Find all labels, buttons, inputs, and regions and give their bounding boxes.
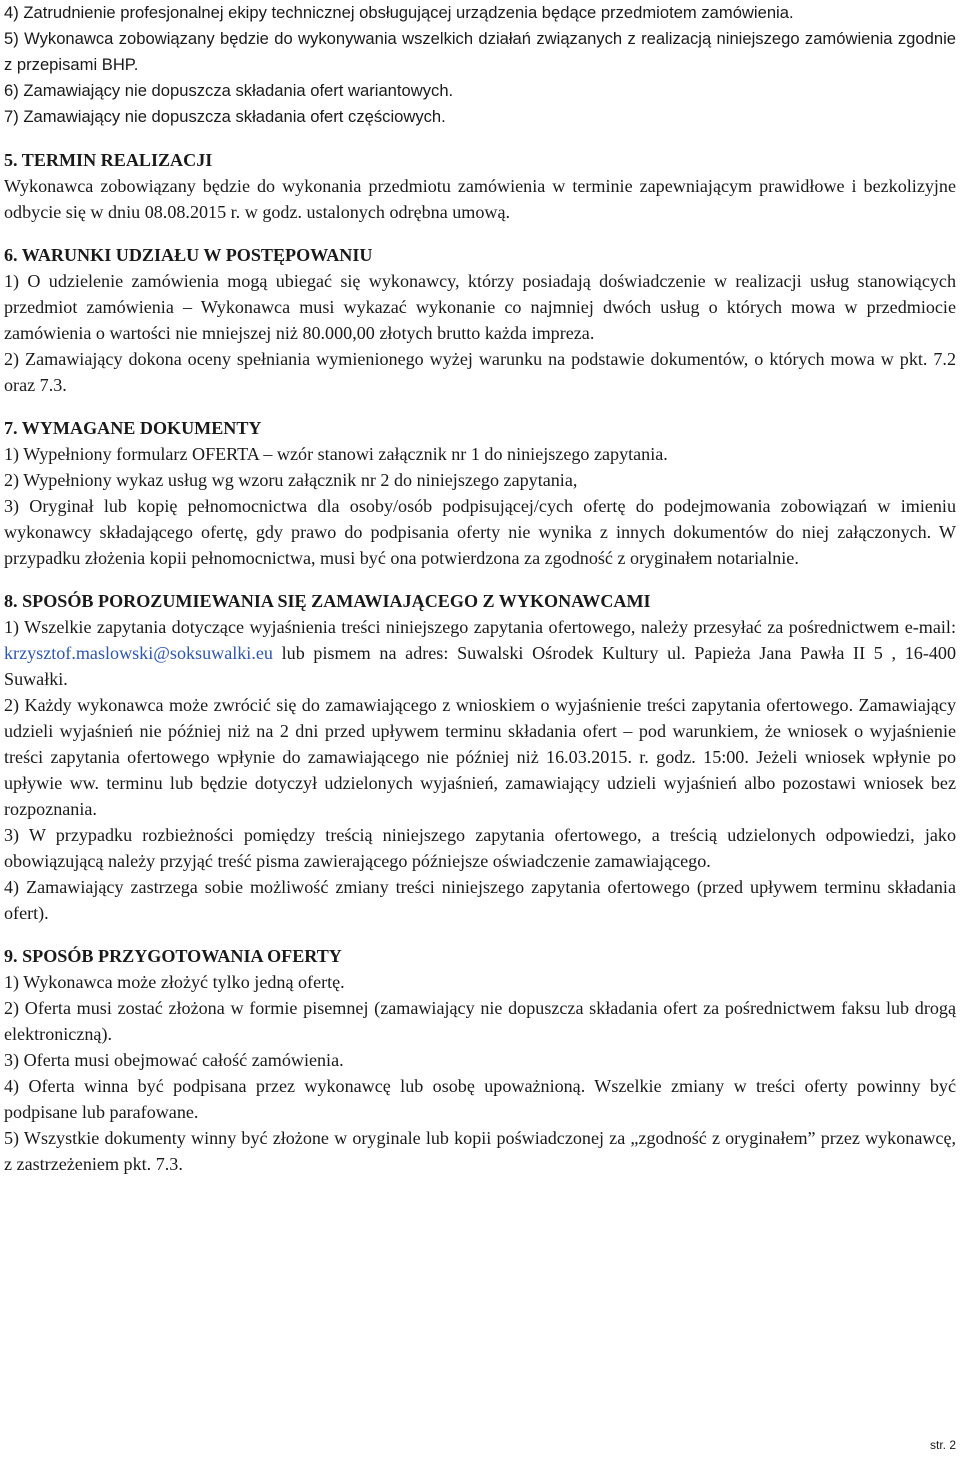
spacer [4, 398, 956, 415]
paragraph-4-6: 6) Zamawiający nie dopuszcza składania ofert wariantowych. [4, 81, 454, 100]
section-8-heading: 8. SPOSÓB POROZUMIEWANIA SIĘ ZAMAWIAJĄCEGO Z WYKONAWCAMI [4, 591, 651, 611]
paragraph-8-3: 3) W przypadku rozbieżności pomiędzy treścią niniejszego zapytania ofertowego, a treścią udzielonych odpowiedzi, jako obowiązującą należy przyjąć treść pisma zawierającego późniejsze oświadczenie zamawiającego. [4, 825, 956, 871]
paragraph-9-5: 5) Wszystkie dokumenty winny być złożone w oryginale lub kopii poświadczonej za „zgodność z oryginałem” przez wykonawcę, z zastrzeżeniem pkt. 7.3. [4, 1128, 956, 1174]
paragraph-7-3: 3) Oryginał lub kopię pełnomocnictwa dla osoby/osób podpisującej/cych ofertę do podejmowania zobowiązań w imieniu wykonawcy składającego ofertę, gdy prawo do podpisania oferty nie wynika z innych dokumentów do niej załączonych. W przypadku złożenia kopii pełnomocnictwa, musi być ona potwierdzona za zgodność z oryginałem notarialnie. [4, 496, 956, 568]
paragraph-6-2: 2) Zamawiający dokona oceny spełniania wymienionego wyżej warunku na podstawie dokumentów, o których mowa w pkt. 7.2 oraz 7.3. [4, 349, 956, 395]
paragraph-6-1: 1) O udzielenie zamówienia mogą ubiegać się wykonawcy, którzy posiadają doświadczenie w realizacji usług stanowiących przedmiot zamówienia – Wykonawca musi wykazać wykonanie co najmniej dwóch usług o których mowa w przedmiocie zamówienia o wartości nie mniejszej niż 80.000,00 złotych brutto każda impreza. [4, 271, 956, 343]
paragraph-5-1: Wykonawca zobowiązany będzie do wykonania przedmiotu zamówienia w terminie zapewniającym prawidłowe i bezkolizyjne odbycie się w dniu 08.08.2015 r. w godz. ustalonych odrębna umową. [4, 176, 956, 222]
section-7 [4, 415, 956, 571]
paragraph-8-1 [4, 614, 956, 692]
spacer [4, 571, 956, 588]
section-5-heading: 5. TERMIN REALIZACJI [4, 150, 213, 170]
paragraph-4-5: 5) Wykonawca zobowiązany będzie do wykonywania wszelkich działań związanych z realizacją niniejszego zamówienia zgodnie z przepisami BHP. [4, 29, 956, 74]
page-number: str. 2 [929, 1438, 956, 1452]
section-9 [4, 943, 956, 1177]
paragraph-9-2: 2) Oferta musi zostać złożona w formie pisemnej (zamawiający nie dopuszcza składania ofert za pośrednictwem faksu lub drogą elektroniczną). [4, 998, 956, 1044]
section-4-tail [4, 0, 956, 130]
paragraph-7-2: 2) Wypełniony wykaz usług wg wzoru załącznik nr 2 do niniejszego zapytania, [4, 470, 578, 490]
section-6-heading: 6. WARUNKI UDZIAŁU W POSTĘPOWANIU [4, 245, 373, 265]
paragraph-9-1: 1) Wykonawca może złożyć tylko jedną ofertę. [4, 972, 345, 992]
paragraph-8-1-text-b: lub pismem na adres: Suwalski Ośrodek Kultury ul. Papieża Jana Pawła II 5 , 16-400 Suwałki. [4, 643, 956, 689]
paragraph-4-7: 7) Zamawiający nie dopuszcza składania ofert częściowych. [4, 107, 446, 126]
paragraph-7-1: 1) Wypełniony formularz OFERTA – wzór stanowi załącznik nr 1 do niniejszego zapytania. [4, 444, 668, 464]
section-9-heading: 9. SPOSÓB PRZYGOTOWANIA OFERTY [4, 946, 342, 966]
section-6 [4, 242, 956, 398]
paragraph-4-4: 4) Zatrudnienie profesjonalnej ekipy technicznej obsługującej urządzenia będące przedmiotem zamówienia. [4, 3, 794, 22]
paragraph-9-4: 4) Oferta winna być podpisana przez wykonawcę lub osobę upoważnioną. Wszelkie zmiany w treści oferty powinny być podpisane lub parafowane. [4, 1076, 956, 1122]
section-5 [4, 147, 956, 225]
spacer [4, 130, 956, 147]
paragraph-8-4: 4) Zamawiający zastrzega sobie możliwość zmiany treści niniejszego zapytania ofertowego (przed upływem terminu składania ofert). [4, 877, 956, 923]
paragraph-8-2: 2) Każdy wykonawca może zwrócić się do zamawiającego z wnioskiem o wyjaśnienie treści zapytania ofertowego. Zamawiający udzieli wyjaśnień nie później niż na 2 dni przed upływem terminu składania ofert – pod warunkiem, że wniosek o wyjaśnienie treści zapytania ofertowego wpłynie do zamawiającego nie później niż 16.03.2015. r. godz. 15:00. Jeżeli wniosek wpłynie po upływie ww. terminu lub będzie dotyczył udzielonych wyjaśnień, zamawiający udzieli wyjaśnień albo pozostawi wniosek bez rozpoznania. [4, 695, 956, 819]
section-8 [4, 588, 956, 926]
contact-email-link[interactable]: krzysztof.maslowski@soksuwalki.eu [4, 643, 273, 663]
spacer [4, 926, 956, 943]
paragraph-8-1-text-a: 1) Wszelkie zapytania dotyczące wyjaśnienia treści niniejszego zapytania ofertowego, należy przesyłać za pośrednictwem e-mail: [4, 617, 956, 637]
paragraph-9-3: 3) Oferta musi obejmować całość zamówienia. [4, 1050, 344, 1070]
section-7-heading: 7. WYMAGANE DOKUMENTY [4, 418, 262, 438]
spacer [4, 225, 956, 242]
